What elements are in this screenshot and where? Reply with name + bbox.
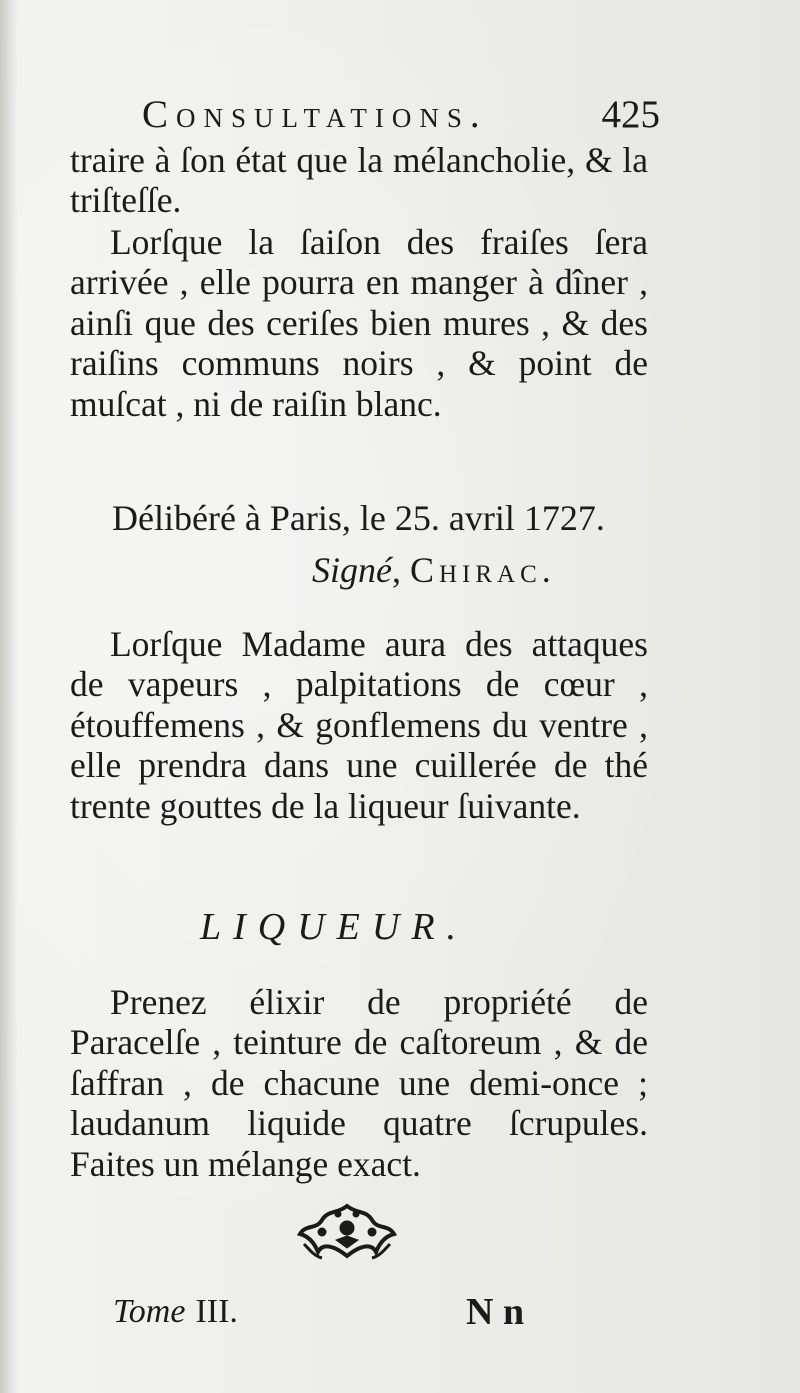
footer-volume: [113, 1293, 238, 1331]
signature-name: Chirac.: [409, 550, 556, 590]
paragraph-text: Lorſque Madame aura des attaques de vapeurs , palpitations de cœur , étouffemens , & gonflemens du ventre , elle prendra dans une cuillerée de thé trente gouttes de la liqueur ſuivante.: [70, 624, 648, 826]
signature-signe: Signé: [312, 550, 392, 590]
page-number: 425: [601, 93, 660, 136]
paragraph-continuation: [70, 140, 648, 221]
running-head: Consultations.: [142, 93, 488, 136]
dateline: Délibéré à Paris, le 25. avril 1727.: [112, 498, 605, 538]
paragraph-fraises: [70, 222, 648, 424]
page-gutter-shadow: [0, 0, 18, 1393]
footer-signature-mark: N n: [466, 1291, 525, 1333]
footer-volume-number: III.: [195, 1293, 238, 1330]
paragraph-text: Prenez élixir de propriété de Paracelſe , teinture de caſtoreum , & de ſaffran , de chacune une demi-once ; laudanum liquide quatre ſcrupules. Faites un mélange exact.: [70, 982, 648, 1184]
running-header: [142, 92, 662, 142]
paragraph-recipe: [70, 982, 648, 1184]
signature-comma: ,: [391, 550, 410, 590]
fleuron-ornament-icon: [292, 1200, 402, 1267]
signature-line: [312, 549, 652, 591]
paragraph-text: Lorſque la ſaiſon des fraiſes ſera arrivée , elle pourra en manger à dîner , ainſi que des ceriſes bien mures , & des raiſins communs noirs , & point de muſcat , ni de raiſin blanc.: [70, 222, 648, 424]
section-heading: LIQUEUR.: [200, 906, 469, 948]
paragraph-vapeurs: [70, 624, 648, 826]
footer-volume-label: Tome: [113, 1293, 186, 1330]
paragraph-text: traire à ſon état que la mélancholie, & la triſteſſe.: [70, 140, 648, 221]
